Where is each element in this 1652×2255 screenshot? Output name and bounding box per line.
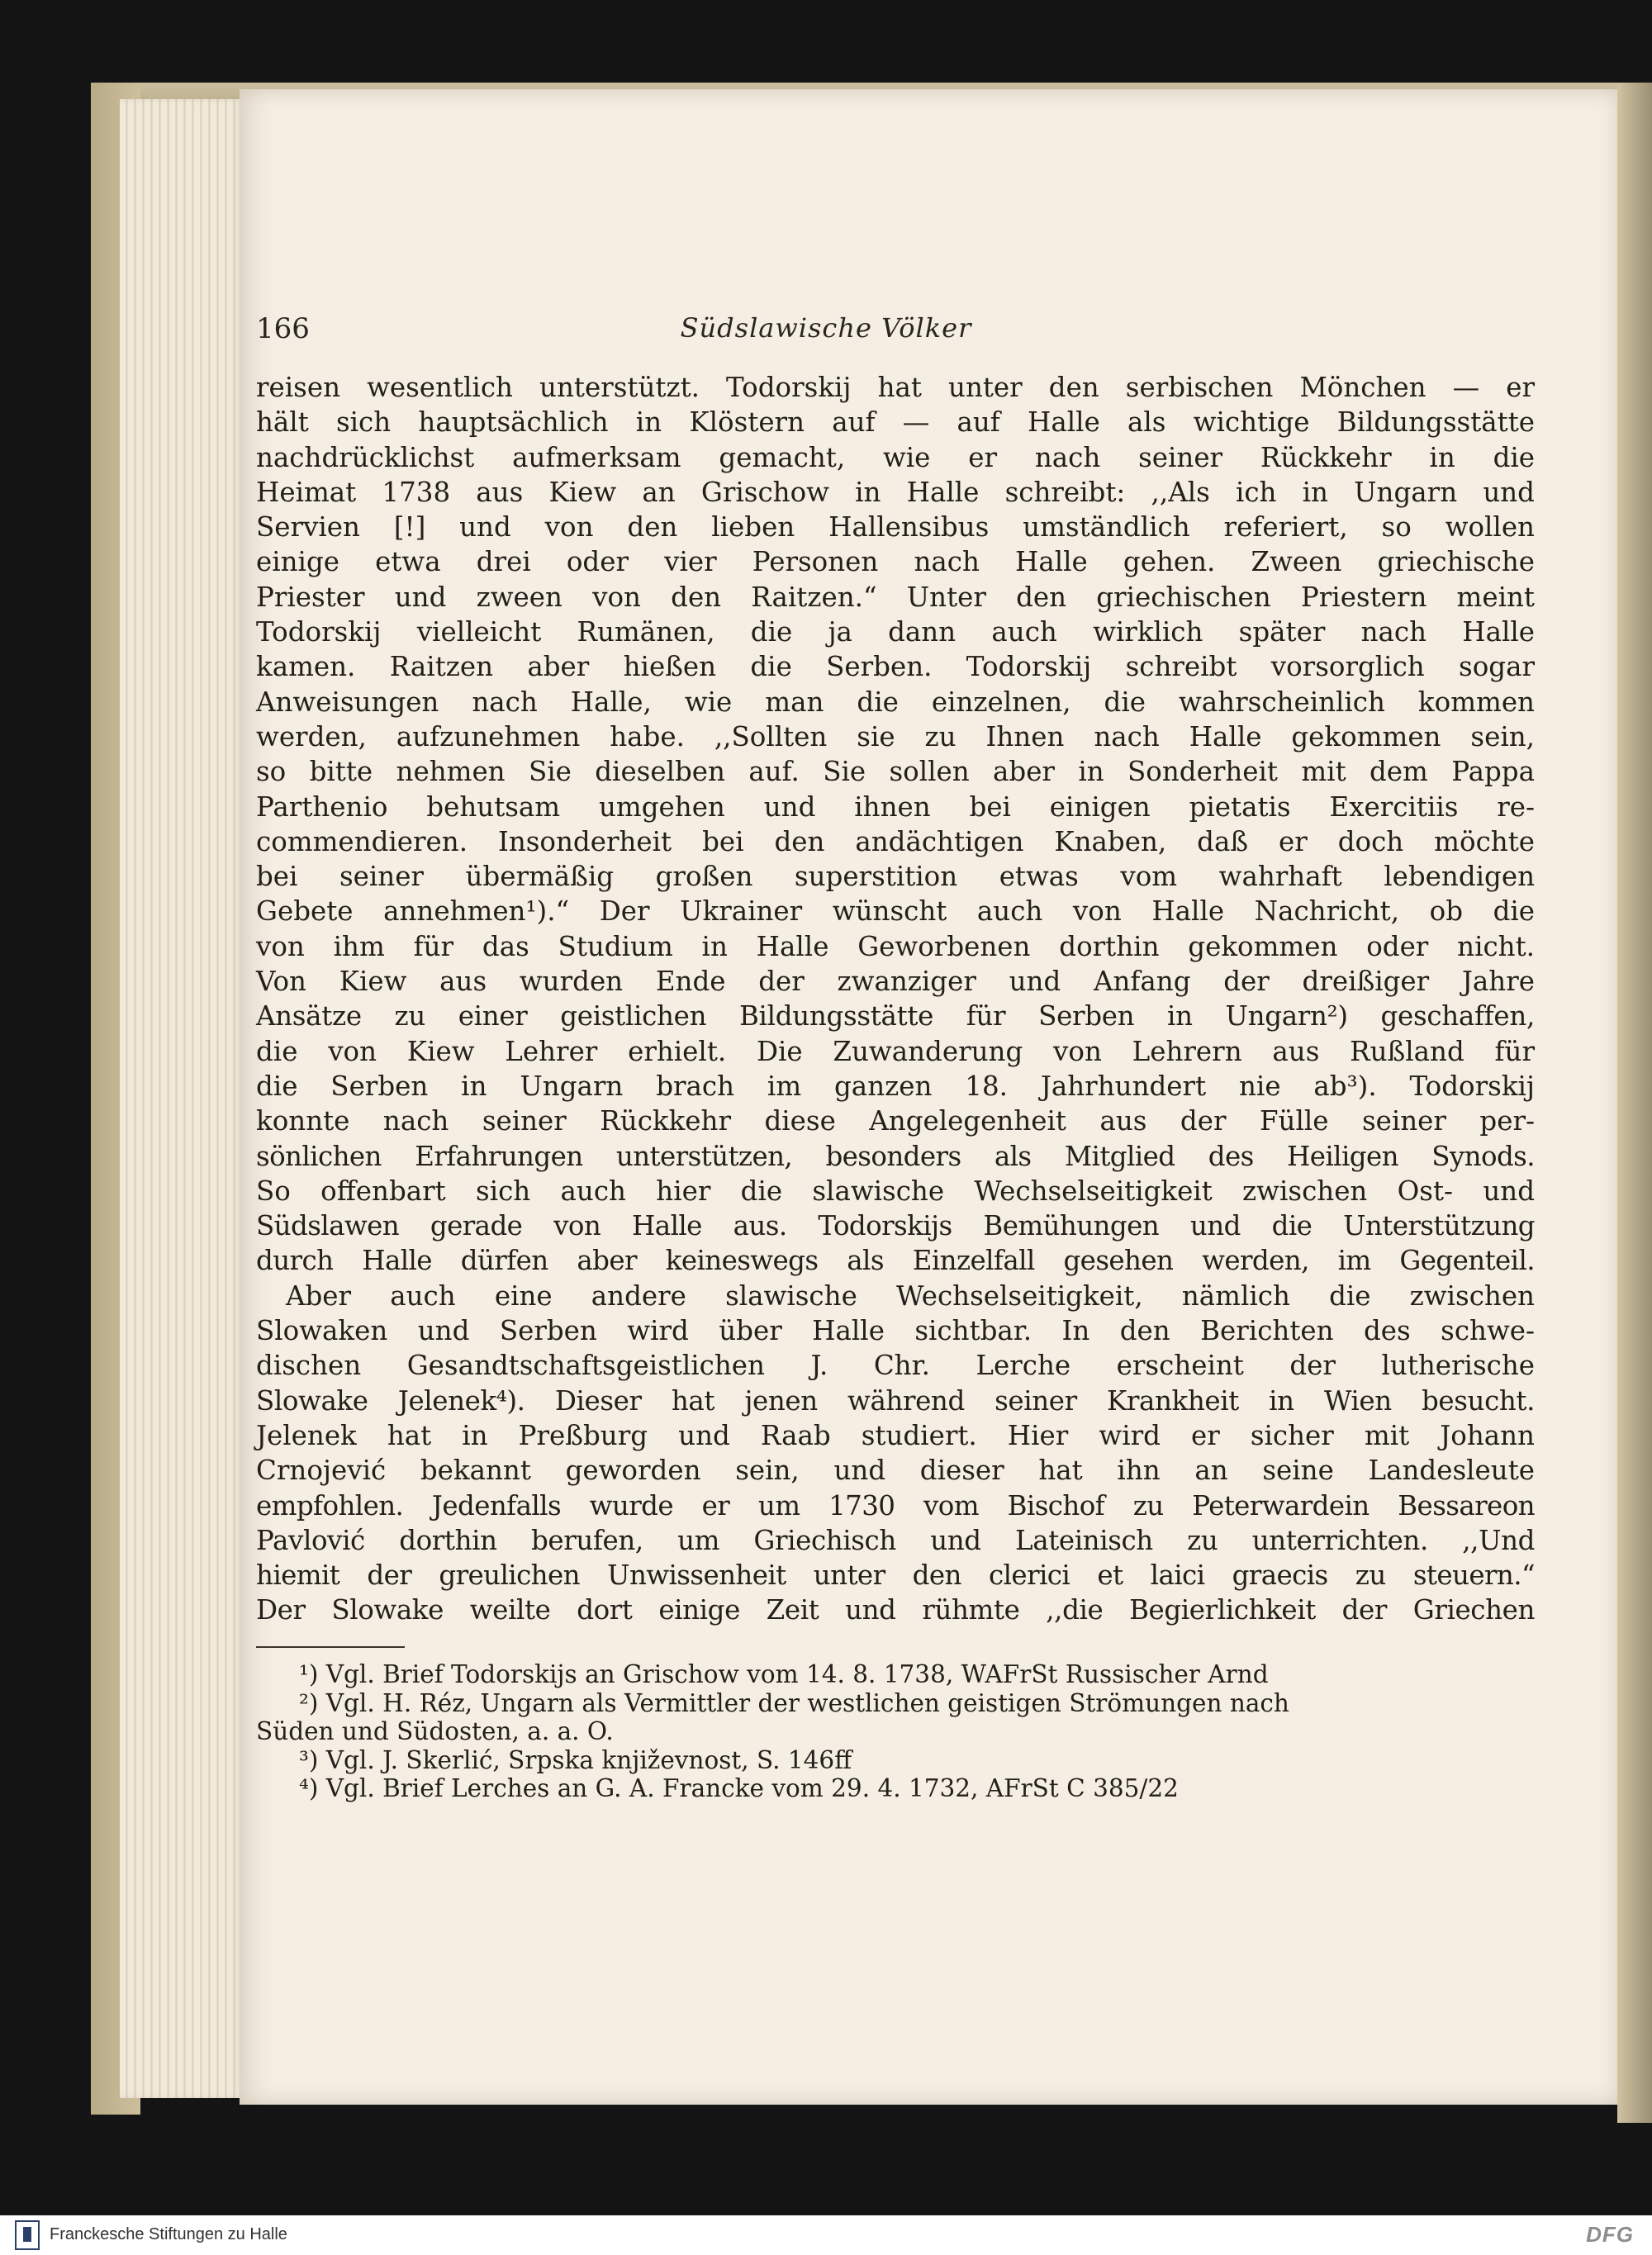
body-line: hält sich hauptsächlich in Klöstern auf — auf Halle als wichtige Bildungsstätte xyxy=(256,406,1535,439)
body-line: Heimat 1738 aus Kiew an Grischow in Halle schreibt: ,,Als ich in Ungarn und xyxy=(256,476,1535,508)
page-number: 166 xyxy=(256,312,310,345)
body-line: durch Halle dürfen aber keineswegs als Einzelfall gesehen werden, im Gegenteil. xyxy=(256,1245,1535,1277)
body-line: die Serben in Ungarn brach im ganzen 18. Jahrhundert nie ab³). Todorskij xyxy=(256,1070,1535,1102)
footnote: ¹) Vgl. Brief Todorskijs an Grischow vom 14. 8. 1738, WAFrSt Russischer Arnd xyxy=(299,1660,1269,1688)
body-line: bei seiner übermäßig großen superstition etwas vom wahrhaft lebendigen xyxy=(256,861,1535,893)
dfg-logo: DFG xyxy=(1586,2222,1634,2247)
body-line: Parthenio behutsam umgehen und ihnen bei einigen pietatis Exercitiis re- xyxy=(256,790,1535,823)
footnote: ³) Vgl. J. Skerlić, Srpska književnost, S. 146ff xyxy=(299,1745,852,1774)
body-line: Servien [!] und von den lieben Hallensibus umständlich referiert, so wollen xyxy=(256,511,1535,544)
body-line: empfohlen. Jedenfalls wurde er um 1730 vom Bischof zu Peterwardein Bessareon xyxy=(256,1489,1535,1522)
body-line: Todorskij vielleicht Rumänen, die ja dann auch wirklich später nach Halle xyxy=(256,616,1535,648)
body-line: Slowake Jelenek⁴). Dieser hat jenen während seiner Krankheit in Wien besucht. xyxy=(256,1384,1535,1417)
viewer-footer xyxy=(0,2215,1652,2255)
body-line: Ansätze zu einer geistlichen Bildungsstätte für Serben in Ungarn²) geschaffen, xyxy=(256,1000,1535,1033)
body-line: Südslawen gerade von Halle aus. Todorskijs Bemühungen und die Unterstützung xyxy=(256,1210,1535,1242)
footnotes xyxy=(256,1660,1535,1803)
body-line: commendieren. Insonderheit bei den andächtigen Knaben, daß er doch möchte xyxy=(256,825,1535,857)
footnote: ²) Vgl. H. Réz, Ungarn als Vermittler der westlichen geistigen Strömungen nach xyxy=(299,1688,1289,1717)
body-line: einige etwa drei oder vier Personen nach Halle gehen. Zween griechische xyxy=(256,546,1535,578)
body-line: werden, aufzunehmen habe. ,,Sollten sie zu Ihnen nach Halle gekommen sein, xyxy=(256,720,1535,752)
body-line: so bitte nehmen Sie dieselben auf. Sie sollen aber in Sonderheit mit dem Pappa xyxy=(256,756,1535,788)
book-cover-right-edge xyxy=(1617,83,1652,2123)
body-text xyxy=(256,370,1535,1628)
body-line: dischen Gesandtschaftsgeistlichen J. Chr. Lerche erscheint der lutherische xyxy=(256,1350,1535,1382)
body-line: Jelenek hat in Preßburg und Raab studiert. Hier wird er sicher mit Johann xyxy=(256,1419,1535,1451)
body-line: Der Slowake weilte dort einige Zeit und rühmte ,,die Begierlichkeit der Griechen xyxy=(256,1594,1535,1626)
body-line: nachdrücklichst aufmerksam gemacht, wie er nach seiner Rückkehr in die xyxy=(256,441,1535,473)
body-line: Priester und zween von den Raitzen.“ Unter den griechischen Priestern meint xyxy=(256,581,1535,613)
institution-name: Franckesche Stiftungen zu Halle xyxy=(50,2225,287,2243)
body-line: Crnojević bekannt geworden sein, und dieser hat ihn an seine Landesleute xyxy=(256,1455,1535,1487)
footnote: ⁴) Vgl. Brief Lerches an G. A. Francke vom 29. 4. 1732, AFrSt C 385/22 xyxy=(299,1774,1179,1802)
body-line: von ihm für das Studium in Halle Geworbenen dorthin gekommen oder nicht. xyxy=(256,930,1535,962)
body-line: kamen. Raitzen aber hießen die Serben. Todorskij schreibt vorsorglich sogar xyxy=(256,651,1535,683)
page-header xyxy=(0,312,1652,354)
stacked-page-edges xyxy=(120,99,244,2098)
body-line: Von Kiew aus wurden Ende der zwanziger und Anfang der dreißiger Jahre xyxy=(256,966,1535,998)
body-line: So offenbart sich auch hier die slawische Wechselseitigkeit zwischen Ost- und xyxy=(256,1175,1535,1207)
body-line: Slowaken und Serben wird über Halle sichtbar. In den Berichten des schwe- xyxy=(256,1315,1535,1347)
institution-logo-icon xyxy=(15,2220,40,2250)
body-line: Pavlović dorthin berufen, um Griechisch und Lateinisch zu unterrichten. ,,Und xyxy=(256,1524,1535,1556)
body-line: reisen wesentlich unterstützt. Todorskij hat unter den serbischen Mönchen — er xyxy=(256,372,1535,403)
running-head: Südslawische Völker xyxy=(680,312,972,344)
body-line: Anweisungen nach Halle, wie man die einzelnen, die wahrscheinlich kommen xyxy=(256,686,1535,718)
footnote-rule xyxy=(256,1646,405,1648)
body-line: Gebete annehmen¹).“ Der Ukrainer wünscht auch von Halle Nachricht, ob die xyxy=(256,895,1535,928)
body-line: sönlichen Erfahrungen unterstützen, besonders als Mitglied des Heiligen Synods. xyxy=(256,1140,1535,1172)
body-line: Aber auch eine andere slawische Wechselseitigkeit, nämlich die zwischen xyxy=(286,1279,1535,1312)
body-line: die von Kiew Lehrer erhielt. Die Zuwanderung von Lehrern aus Rußland für xyxy=(256,1035,1535,1067)
body-line: konnte nach seiner Rückkehr diese Angelegenheit aus der Fülle seiner per- xyxy=(256,1105,1535,1137)
footnote: Süden und Südosten, a. a. O. xyxy=(256,1717,614,1745)
body-line: hiemit der greulichen Unwissenheit unter den clerici et laici graecis zu steuern.“ xyxy=(256,1560,1535,1592)
